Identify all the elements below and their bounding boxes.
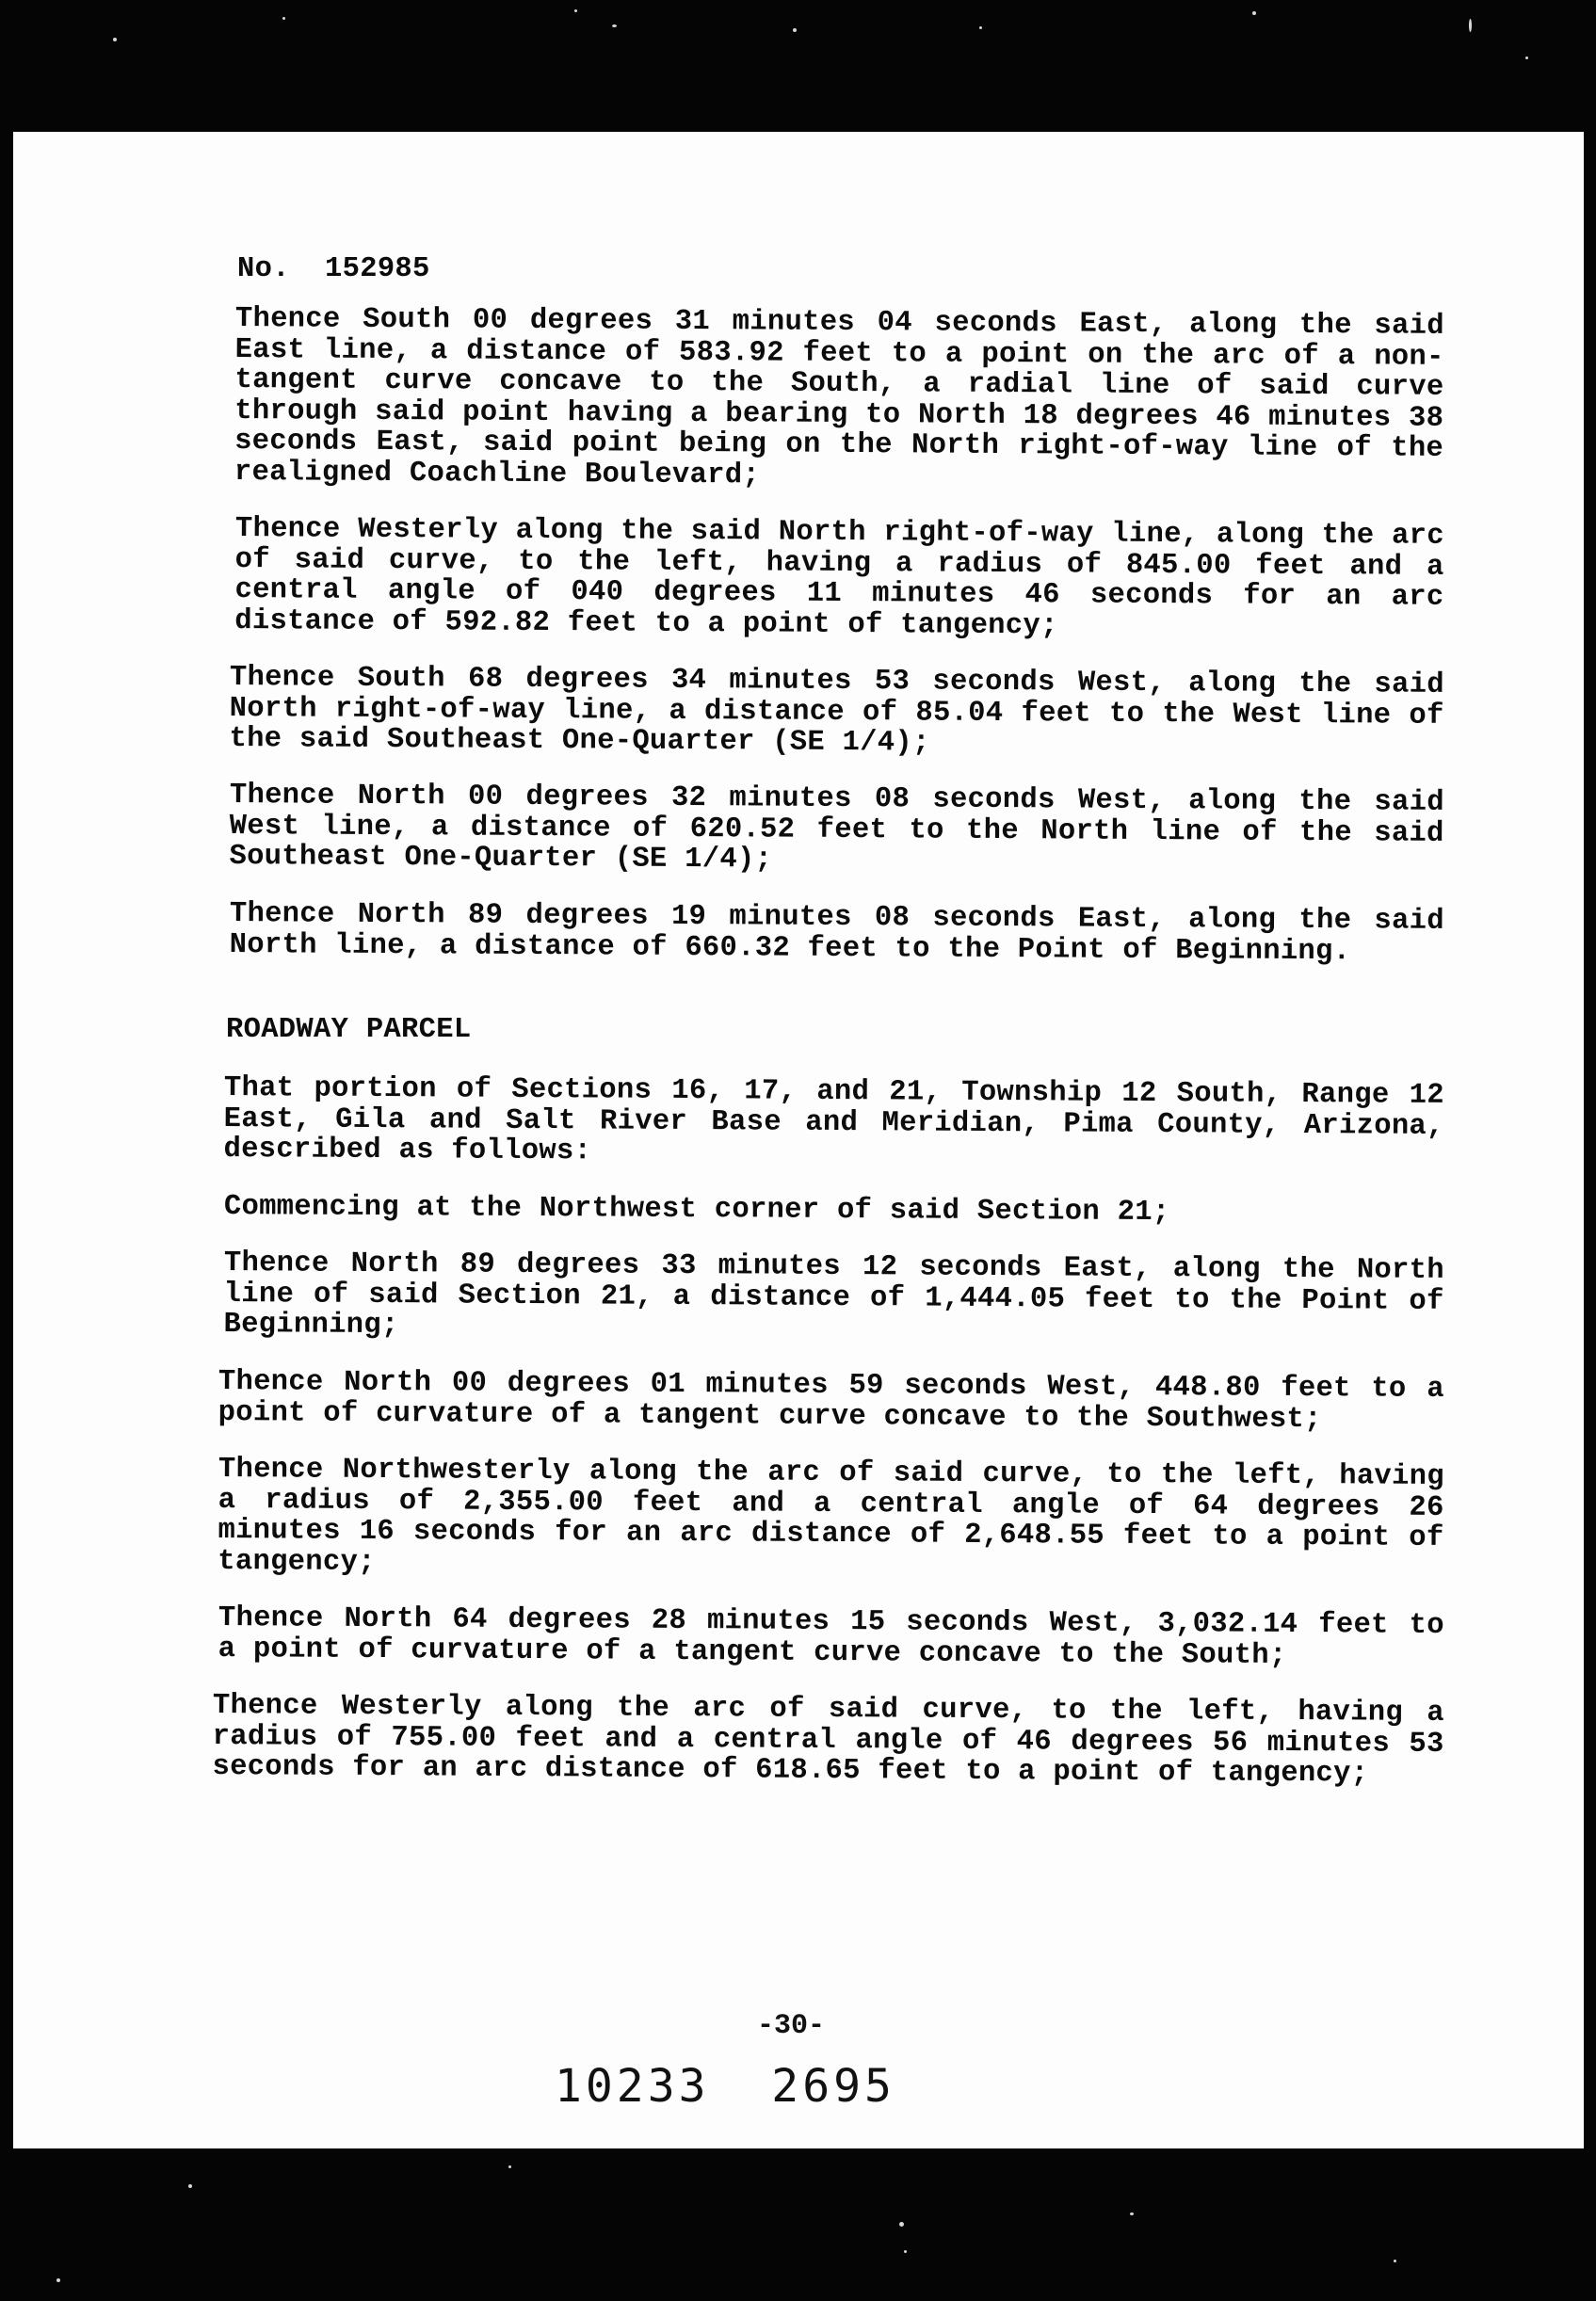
paragraph: Thence South 68 degrees 34 minutes 53 seconds West, along the said North right-of-way line, a distance of 85.04 feet to the West line of the said Southeast One-Quarter (SE 1/4); xyxy=(229,661,1444,760)
section-heading: ROADWAY PARCEL xyxy=(226,1013,472,1046)
paragraph: Commencing at the Northwest corner of said Section 21; xyxy=(223,1190,1170,1229)
paragraph: Thence Northwesterly along the arc of said curve, to the left, having a radius of 2,355.00 feet and a central angle of 64 degrees 26 minutes 16 seconds for an arc distance of 2,648.55 feet to a point of tangency; xyxy=(218,1453,1444,1579)
document-number: No. 152985 xyxy=(237,253,430,285)
document-body xyxy=(202,254,1444,1809)
recording-stamp: 10233 2695 xyxy=(555,2060,895,2113)
paragraph: Thence North 00 degrees 32 minutes 08 seconds West, along the said West line, a distance of 620.52 feet to the North line of the said Southeast One-Quarter (SE 1/4); xyxy=(229,780,1444,877)
paragraph: That portion of Sections 16, 17, and 21, Township 12 South, Range 12 East, Gila and Salt River Base and Meridian, Pima County, Arizona, described as follows: xyxy=(223,1072,1444,1168)
document-page xyxy=(13,132,1584,2148)
page-number: -30- xyxy=(757,2010,826,2042)
paragraph: Thence North 89 degrees 19 minutes 08 seconds East, along the said North line, a distance of 660.32 feet to the Point of Beginning. xyxy=(229,897,1444,968)
paragraph: Thence Westerly along the arc of said curve, to the left, having a radius of 755.00 feet and a central angle of 46 degrees 56 minutes 53 seconds for an arc distance of 618.65 feet to a point of tangency; xyxy=(212,1689,1444,1790)
paragraph: Thence Westerly along the said North right-of-way line, along the arc of said curve, to the left, having a radius of 845.00 feet and a central angle of 040 degrees 11 minutes 46 seconds for an arc distance of 592.82 feet to a point of tangency; xyxy=(234,512,1444,642)
paragraph: Thence North 00 degrees 01 minutes 59 seconds West, 448.80 feet to a point of curvature of a tangent curve concave to the Southwest; xyxy=(218,1365,1444,1436)
paragraph: Thence North 89 degrees 33 minutes 12 seconds East, along the North line of said Section 21, a distance of 1,444.05 feet to the Point of Beginning; xyxy=(223,1247,1444,1343)
paragraph: Thence North 64 degrees 28 minutes 15 seconds West, 3,032.14 feet to a point of curvature of a tangent curve concave to the South; xyxy=(218,1601,1444,1671)
paragraph: Thence South 00 degrees 31 minutes 04 seconds East, along the said East line, a distance of 583.92 feet to a point on the arc of a non-tangent curve concave to the South, a radial line of said curve through said point having a bearing to North 18 degrees 46 minutes 38 seconds East, said point being on the North right-of-way line of the realigned Coachline Boulevard; xyxy=(234,302,1444,491)
